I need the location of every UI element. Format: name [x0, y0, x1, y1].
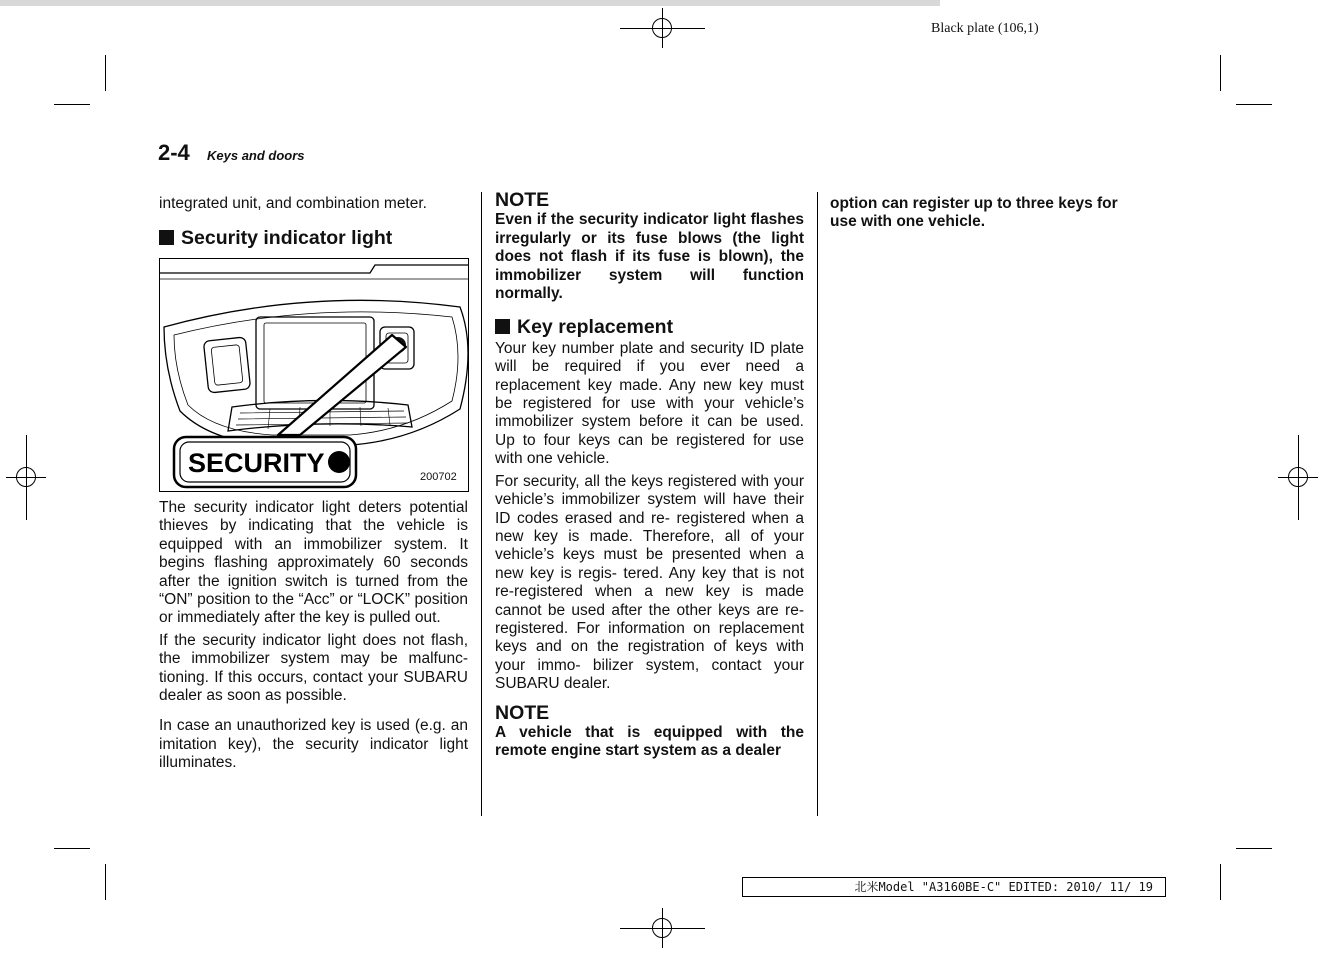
- paragraph: The security indicator light deters potential thieves by indicating that the vehicle is equipped with an immobilizer system. It begins flashing approximately 60 seconds after the ignition switch is turned from the “ON” position to the “Acc” or “LOCK” position or immediately after the key is pulled out.: [159, 499, 468, 627]
- intro-text: integrated unit, and combination meter.: [159, 195, 427, 212]
- column-2: [495, 191, 804, 761]
- indicator-dot-icon: [328, 451, 350, 473]
- note-text: A vehicle that is equipped with the remote engine start system as a dealer: [495, 723, 804, 760]
- plate-label: Black plate (106,1): [931, 21, 1039, 36]
- section-title: Keys and doors: [207, 148, 305, 163]
- security-indicator-figure: [159, 258, 469, 492]
- note-text-continued: option can register up to three keys for use with one vehicle.: [830, 195, 1118, 231]
- page-number: 2-4: [158, 140, 190, 165]
- paragraph: For security, all the keys registered with your vehicle’s immobilizer system will have their ID codes erased and re- registered when a new key is made. Therefore, all of your vehicle’s keys must be presented when a new key is regis- tered. Any key that is not re-registered when a new key is made cannot be used after the other keys are re-registered. For information on replacement keys and on the registration of keys with your immo- bilizer system, contact your SUBARU dealer.: [495, 472, 804, 693]
- heading-security-indicator: Security indicator light: [159, 229, 468, 247]
- square-bullet-icon: [495, 319, 510, 334]
- security-label: SECURITY: [188, 448, 325, 478]
- header-bar: [0, 0, 940, 6]
- column-divider-1: [481, 192, 482, 816]
- column-3: [830, 195, 1140, 232]
- square-bullet-icon: [159, 230, 174, 245]
- column-divider-2: [817, 192, 818, 816]
- note-title: NOTE: [495, 701, 550, 724]
- figure-code: 200702: [420, 471, 457, 483]
- paragraph: Your key number plate and security ID plate will be required if you ever need a replacement key made. Any new key must be registered for use with your vehicle’s immobilizer system before it can be used. Up to four keys can be registered for use with one vehicle.: [495, 339, 804, 468]
- paragraph: If the security indicator light does not flash, the immobilizer system may be malfunc- tioning. If this occurs, contact your SUBARU dealer as soon as possible.: [159, 631, 468, 705]
- paragraph: In case an unauthorized key is used (e.g. an imitation key), the security indicator light illuminates.: [159, 717, 468, 772]
- edit-stamp: 北米Model "A3160BE-C" EDITED: 2010/ 11/ 19: [742, 877, 1166, 897]
- column-1-body: [159, 499, 468, 773]
- heading-key-replacement: Key replacement: [495, 318, 804, 336]
- column-1: [159, 195, 468, 248]
- note-text: Even if the security indicator light flashes irregularly or its fuse blows (the light does not flash if its fuse is blown), the immobilizer system will function normally.: [495, 211, 804, 303]
- note-title: NOTE: [495, 189, 550, 211]
- dashboard-illustration: [160, 259, 468, 491]
